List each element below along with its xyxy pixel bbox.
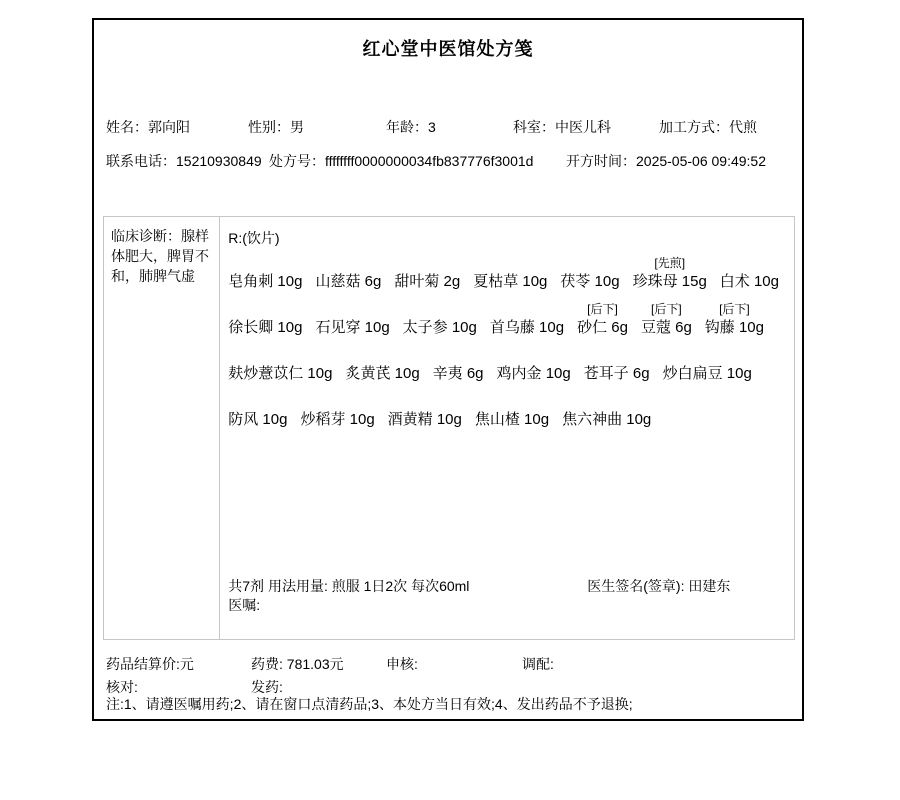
issue-time-label: 开方时间： <box>566 153 636 169</box>
herb-item <box>663 347 752 384</box>
herb-item <box>633 255 707 292</box>
herb-decoction-note <box>475 393 549 410</box>
herb-item <box>228 393 287 430</box>
prescription-sheet <box>92 18 804 721</box>
doctor-advice-label: 医嘱: <box>228 597 261 613</box>
herb-item <box>388 393 462 430</box>
prescription-number-label: 处方号： <box>269 153 325 169</box>
herb-item <box>345 347 419 384</box>
rx-row <box>228 347 792 384</box>
herb-item <box>228 255 302 292</box>
herb-decoction-note <box>228 301 302 318</box>
herb-decoction-note <box>562 393 651 410</box>
herb-decoction-note <box>315 255 381 272</box>
herb-item <box>473 255 547 292</box>
settle-price-field <box>106 654 194 674</box>
herb-item <box>562 393 651 430</box>
review-field: 申核: <box>386 656 418 672</box>
herb-decoction-note <box>394 255 460 272</box>
herb-decoction-note <box>388 393 462 410</box>
doctor-signature-field <box>587 576 730 596</box>
check-field: 核对: <box>106 679 138 695</box>
herb-name-dose: 茯苓 10g <box>560 273 620 290</box>
dosage-usage-line: 共7剂 用法用量: 煎服 1日2次 每次60ml <box>228 578 470 594</box>
herb-item <box>394 255 460 292</box>
herb-decoction-note <box>720 255 779 272</box>
herb-item <box>720 255 779 292</box>
herb-name-dose: 珍珠母 15g <box>632 273 707 290</box>
herb-item <box>300 393 374 430</box>
herb-name-dose: 夏枯草 10g <box>473 273 548 290</box>
herb-name-dose: 首乌藤 10g <box>489 319 565 336</box>
processing-method-value: 代煎 <box>729 119 757 135</box>
herb-name-dose: 石见穿 10g <box>315 319 390 336</box>
herb-item <box>403 301 477 338</box>
fee-value: 781.03元 <box>286 656 344 672</box>
herb-decoction-note <box>433 347 484 364</box>
rx-row <box>228 393 792 430</box>
herb-name-dose: 钩藤 10g <box>704 319 764 336</box>
herb-decoction-note <box>300 393 374 410</box>
herb-decoction-note <box>228 347 332 364</box>
rx-column <box>220 217 794 639</box>
diagnosis-value: 腺样体肥大，脾胃不和，肺脾气虚 <box>111 228 209 284</box>
patient-name-label: 姓名： <box>106 119 148 135</box>
settle-price-label: 药品结算价: <box>106 656 180 672</box>
prescription-box <box>103 216 795 640</box>
herb-name-dose: 砂仁 6g <box>577 319 628 336</box>
herb-decoction-note: [后下] <box>587 302 618 316</box>
herb-decoction-note: [后下] <box>719 302 750 316</box>
fee-label: 药费: <box>251 656 287 672</box>
rx-row <box>228 301 792 338</box>
herb-name-dose: 鸡内金 10g <box>496 365 571 382</box>
patient-phone-value: 15210930849 <box>176 153 262 169</box>
patient-department-value: 中医儿科 <box>555 119 611 135</box>
patient-gender-value: 男 <box>290 119 304 135</box>
patient-gender-field <box>248 117 304 137</box>
herb-name-dose: 炒稻芽 10g <box>300 411 375 428</box>
herb-item <box>584 347 650 384</box>
footer-notes: 注:1、请遵医嘱用药;2、请在窗口点清药品;3、本处方当日有效;4、发出药品不予退换; <box>106 696 633 712</box>
herb-name-dose: 防风 10g <box>228 411 288 428</box>
give-medicine-field: 发药: <box>251 679 283 695</box>
herb-decoction-note <box>663 347 752 364</box>
herb-item <box>475 393 549 430</box>
herb-name-dose: 酒黄精 10g <box>387 411 462 428</box>
herb-decoction-note <box>490 301 564 318</box>
patient-phone-label: 联系电话： <box>106 153 176 169</box>
herb-decoction-note <box>403 301 477 318</box>
herb-name-dose: 徐长卿 10g <box>228 319 303 336</box>
herb-name-dose: 麸炒薏苡仁 10g <box>228 365 333 382</box>
herb-name-dose: 皂角刺 10g <box>228 273 303 290</box>
processing-method-field <box>659 117 757 137</box>
herb-item <box>315 255 381 292</box>
patient-age-field <box>386 117 436 137</box>
settle-price-unit: 元 <box>179 656 194 672</box>
fee-field <box>251 654 344 674</box>
patient-age-value: 3 <box>428 119 436 135</box>
herb-item <box>228 301 302 338</box>
herb-name-dose: 山慈菇 6g <box>315 273 382 290</box>
herb-name-dose: 焦山楂 10g <box>474 411 550 428</box>
herb-name-dose: 苍耳子 6g <box>583 365 650 382</box>
herb-decoction-note: [后下] <box>651 302 682 316</box>
herb-decoction-note <box>228 393 287 410</box>
herb-name-dose: 焦六神曲 10g <box>562 411 652 428</box>
herb-name-dose: 炙黄芪 10g <box>345 365 420 382</box>
herb-item <box>490 301 564 338</box>
herb-name-dose: 炒白扁豆 10g <box>662 365 752 382</box>
herb-decoction-note: [先煎] <box>654 256 686 270</box>
herb-decoction-note <box>228 255 302 272</box>
herb-name-dose: 甜叶菊 2g <box>394 273 461 290</box>
herb-item <box>228 347 332 384</box>
herb-item <box>577 301 628 338</box>
herb-name-dose: 太子参 10g <box>402 319 477 336</box>
herb-name-dose: 白术 10g <box>719 273 779 290</box>
patient-name-value: 郭向阳 <box>148 119 190 135</box>
rx-header: R:(饮片) <box>228 230 280 246</box>
herb-decoction-note <box>584 347 650 364</box>
herb-decoction-note <box>497 347 571 364</box>
herb-decoction-note <box>473 255 547 272</box>
prescription-number-field <box>269 151 533 171</box>
issue-time-value: 2025-05-06 09:49:52 <box>636 153 766 169</box>
patient-department-label: 科室： <box>513 119 555 135</box>
herb-name-dose: 豆蔻 6g <box>640 319 692 336</box>
herb-item <box>497 347 571 384</box>
herb-decoction-note <box>315 301 389 318</box>
patient-age-label: 年龄： <box>386 119 428 135</box>
issue-time-field <box>566 151 766 171</box>
clinical-diagnosis <box>104 217 220 639</box>
page-title: 红心堂中医馆处方笺 <box>362 39 534 59</box>
herb-item <box>315 301 389 338</box>
herb-decoction-note <box>560 255 619 272</box>
herb-decoction-note <box>345 347 419 364</box>
rx-row <box>228 255 792 292</box>
patient-gender-label: 性别： <box>248 119 290 135</box>
processing-method-label: 加工方式： <box>659 119 729 135</box>
herb-name-dose: 辛夷 6g <box>432 365 484 382</box>
prescription-number-value: ffffffff0000000034fb837776f3001d <box>325 153 534 169</box>
rx-rows <box>228 255 792 430</box>
dispense-field: 调配: <box>522 656 554 672</box>
doctor-signature-label: 医生签名(签章): <box>587 578 689 594</box>
herb-item <box>641 301 692 338</box>
diagnosis-label: 临床诊断： <box>111 228 181 244</box>
patient-name-field <box>106 117 190 137</box>
herb-item <box>705 301 764 338</box>
patient-phone-field <box>106 151 262 171</box>
doctor-signature-value: 田建东 <box>688 578 731 594</box>
patient-department-field <box>513 117 611 137</box>
herb-item <box>560 255 619 292</box>
herb-item <box>433 347 484 384</box>
